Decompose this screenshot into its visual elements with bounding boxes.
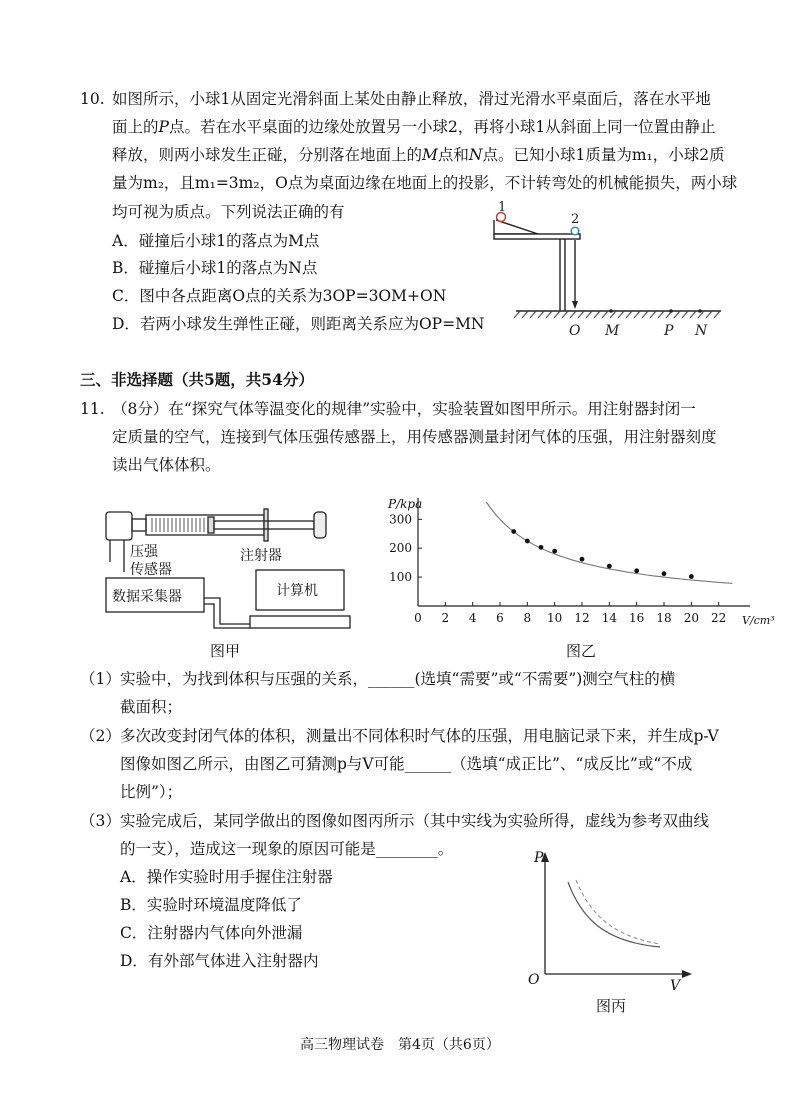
fig-jia-caption: 图甲	[210, 642, 241, 660]
q11-line1: （8分）在“探究气体等温变化的规律”实验中，实验装置如图甲所示。用注射器封闭一	[112, 400, 696, 418]
chart-data-point	[662, 571, 667, 576]
q11-sub3-option-c[interactable]: C．注射器内气体向外泄漏	[120, 924, 303, 942]
fig-yi-chart	[370, 494, 775, 634]
chart-x-tick-label: 14	[601, 611, 617, 625]
page-footer: 高三物理试卷 第4页（共6页）	[300, 1037, 500, 1053]
ball-2-label: 2	[571, 212, 580, 227]
q10-line3: 释放，则两小球发生正碰，分别落在地面上的M点和N点。已知小球1质量为m₁，小球2质	[112, 146, 725, 164]
q11-sub2-line3: 比例”）；	[120, 783, 183, 801]
q10-option-b[interactable]: B．碰撞后小球1的落点为N点	[112, 259, 318, 277]
q10-line5: 均可视为质点。下列说法正确的有	[112, 203, 345, 221]
chart-fit-curve	[486, 502, 732, 583]
q10-option-c[interactable]: C．图中各点距离O点的关系为3OP=3OM+ON	[112, 287, 447, 305]
incline-slope	[496, 220, 538, 234]
ball-1-label: 1	[498, 200, 507, 215]
computer-keyboard	[250, 616, 350, 628]
bing-experimental-curve	[568, 882, 660, 947]
q10-line4: 量为m₂，且m₁=3m₂，O点为桌面边缘在地面上的投影，不计转弯处的机械能损失，两小球	[112, 174, 738, 192]
plunger-handle	[314, 512, 326, 538]
q11-sub2-label: （2）	[80, 727, 121, 745]
section3-title: 三、非选择题（共5题，共54分）	[80, 370, 314, 389]
chart-x-tick-label: 6	[496, 611, 504, 625]
chart-data-point	[580, 557, 585, 562]
sensor-label-2: 传感器	[130, 562, 172, 578]
q11-sub2-line1: 多次改变封闭气体的体积，测量出不同体积时气体的压强，用电脑记录下来，并生成p-V	[120, 727, 719, 745]
chart-x-tick-label: 8	[523, 611, 532, 625]
bing-y-label: P	[534, 850, 544, 866]
chart-y-label: P/kpa	[388, 497, 423, 511]
q10-option-a[interactable]: A．碰撞后小球1的落点为M点	[112, 232, 320, 250]
label-m: M	[605, 323, 620, 339]
q10-figure	[486, 200, 726, 345]
q11-sub3-label: （3）	[80, 812, 121, 830]
chart-data-point	[525, 539, 530, 544]
bing-x-label: V	[670, 978, 681, 994]
q11-number: 11.	[80, 400, 105, 418]
chart-x-tick-label: 22	[711, 611, 727, 625]
drop-arrowhead	[572, 301, 578, 309]
label-n: N	[695, 323, 708, 339]
chart-x-label: V/cm³	[742, 614, 775, 627]
chart-x-tick-label: 18	[656, 611, 672, 625]
q10-number: 10.	[80, 90, 105, 108]
point-n-dot	[698, 309, 702, 313]
sensor-label-1: 压强	[130, 544, 158, 560]
q11-sub1-line2: 截面积；	[120, 698, 183, 716]
q10-line1: 如图所示，小球1从固定光滑斜面上某处由静止释放，滑过光滑水平桌面后，落在水平地	[112, 90, 711, 108]
chart-y-tick-label: 200	[389, 541, 412, 556]
chart-x-tick-label: 4	[468, 611, 477, 625]
computer-label: 计算机	[276, 583, 318, 599]
q11-sub2-line2: 图像如图乙所示，由图乙可猜测p与V可能______（选填“成正比”、“成反比”或“不成	[120, 755, 693, 773]
point-m-dot	[609, 309, 613, 313]
q11-sub3-option-d[interactable]: D．有外部气体进入注射器内	[120, 952, 319, 970]
chart-x-tick-label: 20	[683, 611, 699, 625]
chart-x-tick-label: 2	[441, 611, 450, 625]
fig-yi-caption: 图乙	[566, 642, 597, 660]
bing-reference-curve	[576, 880, 660, 944]
fig-bing-caption: 图丙	[596, 997, 627, 1015]
collector-label: 数据采集器	[112, 589, 182, 605]
chart-y-tick-label: 300	[389, 512, 412, 527]
q11-sub3-option-a[interactable]: A．操作实验时用手握住注射器	[120, 868, 333, 886]
chart-x-tick-label: 12	[574, 611, 590, 625]
chart-data-point	[607, 564, 612, 569]
label-o: O	[569, 323, 581, 339]
q11-line3: 读出气体体积。	[112, 456, 221, 474]
fig-bing-graph	[520, 842, 700, 992]
q11-sub1-line1: 实验中，为找到体积与压强的关系，______(选填“需要”或“不需要”)测空气柱的横	[120, 670, 676, 688]
q11-sub1-label: （1）	[80, 670, 121, 688]
chart-data-point	[689, 574, 694, 579]
q11-line2: 定质量的空气，连接到气体压强传感器上，用传感器测量封闭气体的压强，用注射器刻度	[112, 428, 717, 446]
bing-x-arrow	[682, 970, 692, 978]
chart-data-point	[634, 568, 639, 573]
chart-data-point	[511, 529, 516, 534]
chart-data-point	[539, 545, 544, 550]
bing-origin: O	[528, 972, 540, 988]
ball-2	[571, 227, 579, 235]
q11-sub3-line2: 的一支），造成这一现象的原因可能是________。	[120, 840, 454, 858]
q10-line2: 面上的P点。若在水平桌面的边缘处放置另一小球2，再将小球1从斜面上同一位置由静止	[112, 118, 716, 136]
fig-jia-apparatus	[100, 498, 350, 634]
chart-x-tick-label: 16	[629, 611, 645, 625]
chart-data-point	[552, 549, 557, 554]
q11-sub3-option-b[interactable]: B．实验时环境温度降低了	[120, 896, 302, 914]
chart-y-tick-label: 100	[389, 570, 412, 585]
point-p-dot	[669, 309, 673, 313]
chart-x-tick-label: 10	[547, 611, 563, 625]
table-top	[494, 234, 580, 239]
chart-x-tick-label: 0	[414, 611, 422, 625]
label-p: P	[664, 323, 674, 339]
syringe-label: 注射器	[240, 548, 282, 564]
q11-sub3-line1: 实验完成后，某同学做出的图像如图丙所示（其中实线为实验所得，虚线为参考双曲线	[120, 812, 710, 830]
pressure-sensor	[106, 512, 132, 540]
q10-option-d[interactable]: D．若两小球发生弹性正碰，则距离关系应为OP=MN	[112, 315, 485, 333]
